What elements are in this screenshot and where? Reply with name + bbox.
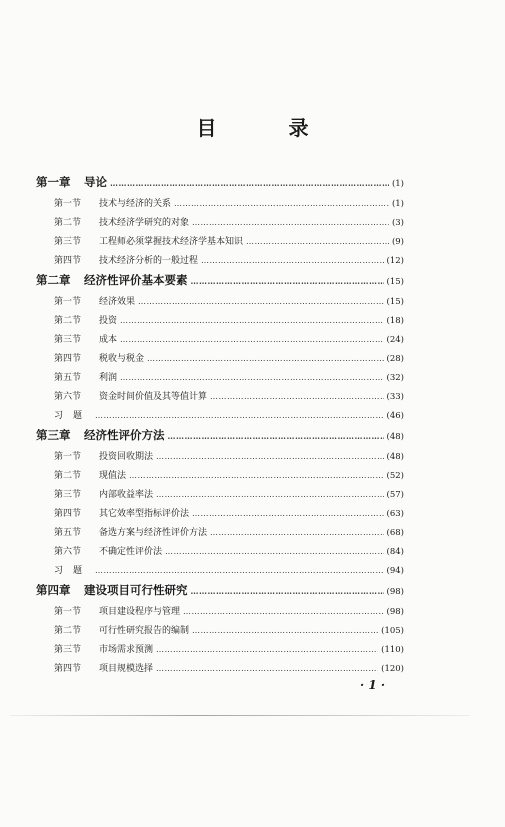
section-number: 第三节: [54, 645, 82, 655]
footer-page-number: · 1 ·: [360, 678, 386, 692]
section-title: 可行性研究报告的编制: [99, 626, 190, 636]
page-number: (15): [386, 297, 404, 307]
dot-leader: [129, 471, 384, 480]
toc-section[interactable]: [36, 604, 404, 623]
section-number: 第四节: [54, 256, 82, 266]
dot-leader: [192, 218, 389, 227]
page-number: (94): [386, 566, 404, 576]
toc-section[interactable]: [36, 623, 404, 642]
dot-leader: [183, 607, 384, 616]
section-number: 第三节: [54, 335, 82, 345]
toc-section[interactable]: [36, 253, 404, 272]
dot-leader: [95, 411, 384, 420]
toc-chapter[interactable]: [36, 427, 404, 449]
section-number: 第四节: [54, 354, 82, 364]
dot-leader: [147, 354, 384, 363]
section-title: 工程师必须掌握技术经济学基本知识: [99, 237, 244, 247]
toc-section[interactable]: [36, 332, 404, 351]
section-title: 资金时间价值及其等值计算: [99, 392, 208, 402]
dot-leader: [174, 199, 389, 208]
toc-section[interactable]: [36, 525, 404, 544]
chapter-number: 第二章: [36, 273, 71, 287]
page-number: (15): [386, 277, 404, 287]
chapter-title: 建设项目可行性研究: [84, 583, 188, 597]
chapter-number: 第四章: [36, 583, 71, 597]
section-title: 税收与税金: [99, 354, 145, 364]
page-number: (84): [386, 547, 404, 557]
dot-leader: [110, 178, 389, 188]
chapter-title: 导论: [84, 175, 107, 189]
page-number: (1): [391, 179, 404, 189]
section-title: 投资回收期法: [99, 452, 154, 462]
page-number: (105): [381, 626, 404, 636]
section-number: 第五节: [54, 373, 82, 383]
chapter-number: 第三章: [36, 428, 71, 442]
page-number: (48): [386, 432, 404, 442]
page-number: (1): [391, 199, 404, 209]
page-number: (98): [386, 607, 404, 617]
section-title: 其它效率型指标评价法: [99, 509, 190, 519]
toc-chapter[interactable]: [36, 272, 404, 294]
section-title: 投资: [99, 316, 118, 326]
page-number: (24): [386, 335, 404, 345]
toc-section[interactable]: [36, 196, 404, 215]
chapter-title: 经济性评价方法: [84, 428, 165, 442]
exercise-label: 习题: [54, 566, 93, 576]
toc-section[interactable]: [36, 642, 404, 661]
toc-section[interactable]: [36, 234, 404, 253]
section-number: 第二节: [54, 471, 82, 481]
page-number: (120): [381, 664, 404, 674]
section-title: 经济效果: [99, 297, 136, 307]
dot-leader: [156, 645, 378, 654]
page-number: (9): [391, 237, 404, 247]
page-number: (32): [386, 373, 404, 383]
section-title: 技术经济分析的一般过程: [99, 256, 199, 266]
section-number: 第二节: [54, 218, 82, 228]
toc-exercises[interactable]: [36, 408, 404, 427]
page-number: (52): [386, 471, 404, 481]
page-number: (110): [381, 645, 404, 655]
dot-leader: [210, 528, 384, 537]
toc-section[interactable]: [36, 468, 404, 487]
section-number: 第一节: [54, 607, 82, 617]
page-number: (57): [386, 490, 404, 500]
page-number: (98): [386, 587, 404, 597]
dot-leader: [156, 452, 384, 461]
section-title: 利润: [99, 373, 118, 383]
toc-chapter[interactable]: [36, 174, 404, 196]
section-number: 第六节: [54, 547, 82, 557]
section-title: 技术与经济的关系: [99, 199, 172, 209]
dot-leader: [95, 566, 384, 575]
toc-chapter[interactable]: [36, 582, 404, 604]
section-title: 成本: [99, 335, 118, 345]
page-title: 目 录: [196, 116, 335, 140]
section-number: 第六节: [54, 392, 82, 402]
page-number: (3): [391, 218, 404, 228]
page-number: (18): [386, 316, 404, 326]
dot-leader: [246, 237, 389, 246]
dot-leader: [191, 586, 384, 596]
section-title: 项目建设程序与管理: [99, 607, 181, 617]
page-bottom-rule: [10, 715, 470, 716]
toc-section[interactable]: [36, 487, 404, 506]
section-number: 第二节: [54, 626, 82, 636]
section-number: 第三节: [54, 237, 82, 247]
section-number: 第三节: [54, 490, 82, 500]
toc-section[interactable]: [36, 661, 404, 680]
chapter-number: 第一章: [36, 175, 71, 189]
page-number: (12): [386, 256, 404, 266]
page-number: (63): [386, 509, 404, 519]
dot-leader: [120, 316, 384, 325]
section-title: 内部收益率法: [99, 490, 154, 500]
section-title: 项目规模选择: [99, 664, 154, 674]
toc-section[interactable]: [36, 294, 404, 313]
dot-leader: [192, 626, 378, 635]
dot-leader: [201, 256, 384, 265]
dot-leader: [138, 297, 384, 306]
page-number: (46): [386, 411, 404, 421]
toc-section[interactable]: [36, 313, 404, 332]
toc-section[interactable]: [36, 215, 404, 234]
dot-leader: [156, 490, 384, 499]
dot-leader: [120, 335, 384, 344]
dot-leader: [156, 664, 378, 673]
dot-leader: [192, 509, 384, 518]
toc-exercises[interactable]: [36, 563, 404, 582]
toc-section[interactable]: [36, 389, 404, 408]
section-title: 备选方案与经济性评价方法: [99, 528, 208, 538]
page-number: (68): [386, 528, 404, 538]
dot-leader: [165, 547, 384, 556]
section-number: 第一节: [54, 452, 82, 462]
section-number: 第五节: [54, 528, 82, 538]
dot-leader: [191, 276, 384, 286]
toc-section[interactable]: [36, 449, 404, 468]
chapter-title: 经济性评价基本要素: [84, 273, 188, 287]
dot-leader: [120, 373, 384, 382]
dot-leader: [210, 392, 384, 401]
toc-section[interactable]: [36, 506, 404, 525]
section-title: 技术经济学研究的对象: [99, 218, 190, 228]
section-number: 第四节: [54, 664, 82, 674]
section-number: 第一节: [54, 297, 82, 307]
toc-section[interactable]: [36, 544, 404, 563]
toc-section[interactable]: [36, 351, 404, 370]
exercise-label: 习题: [54, 411, 93, 421]
section-number: 第四节: [54, 509, 82, 519]
page-number: (28): [386, 354, 404, 364]
section-number: 第二节: [54, 316, 82, 326]
page-number: (33): [386, 392, 404, 402]
section-title: 不确定性评价法: [99, 547, 163, 557]
section-title: 现值法: [99, 471, 127, 481]
toc-section[interactable]: [36, 370, 404, 389]
table-of-contents: [36, 174, 404, 680]
dot-leader: [168, 431, 384, 441]
section-title: 市场需求预测: [99, 645, 154, 655]
section-number: 第一节: [54, 199, 82, 209]
page-number: (48): [386, 452, 404, 462]
